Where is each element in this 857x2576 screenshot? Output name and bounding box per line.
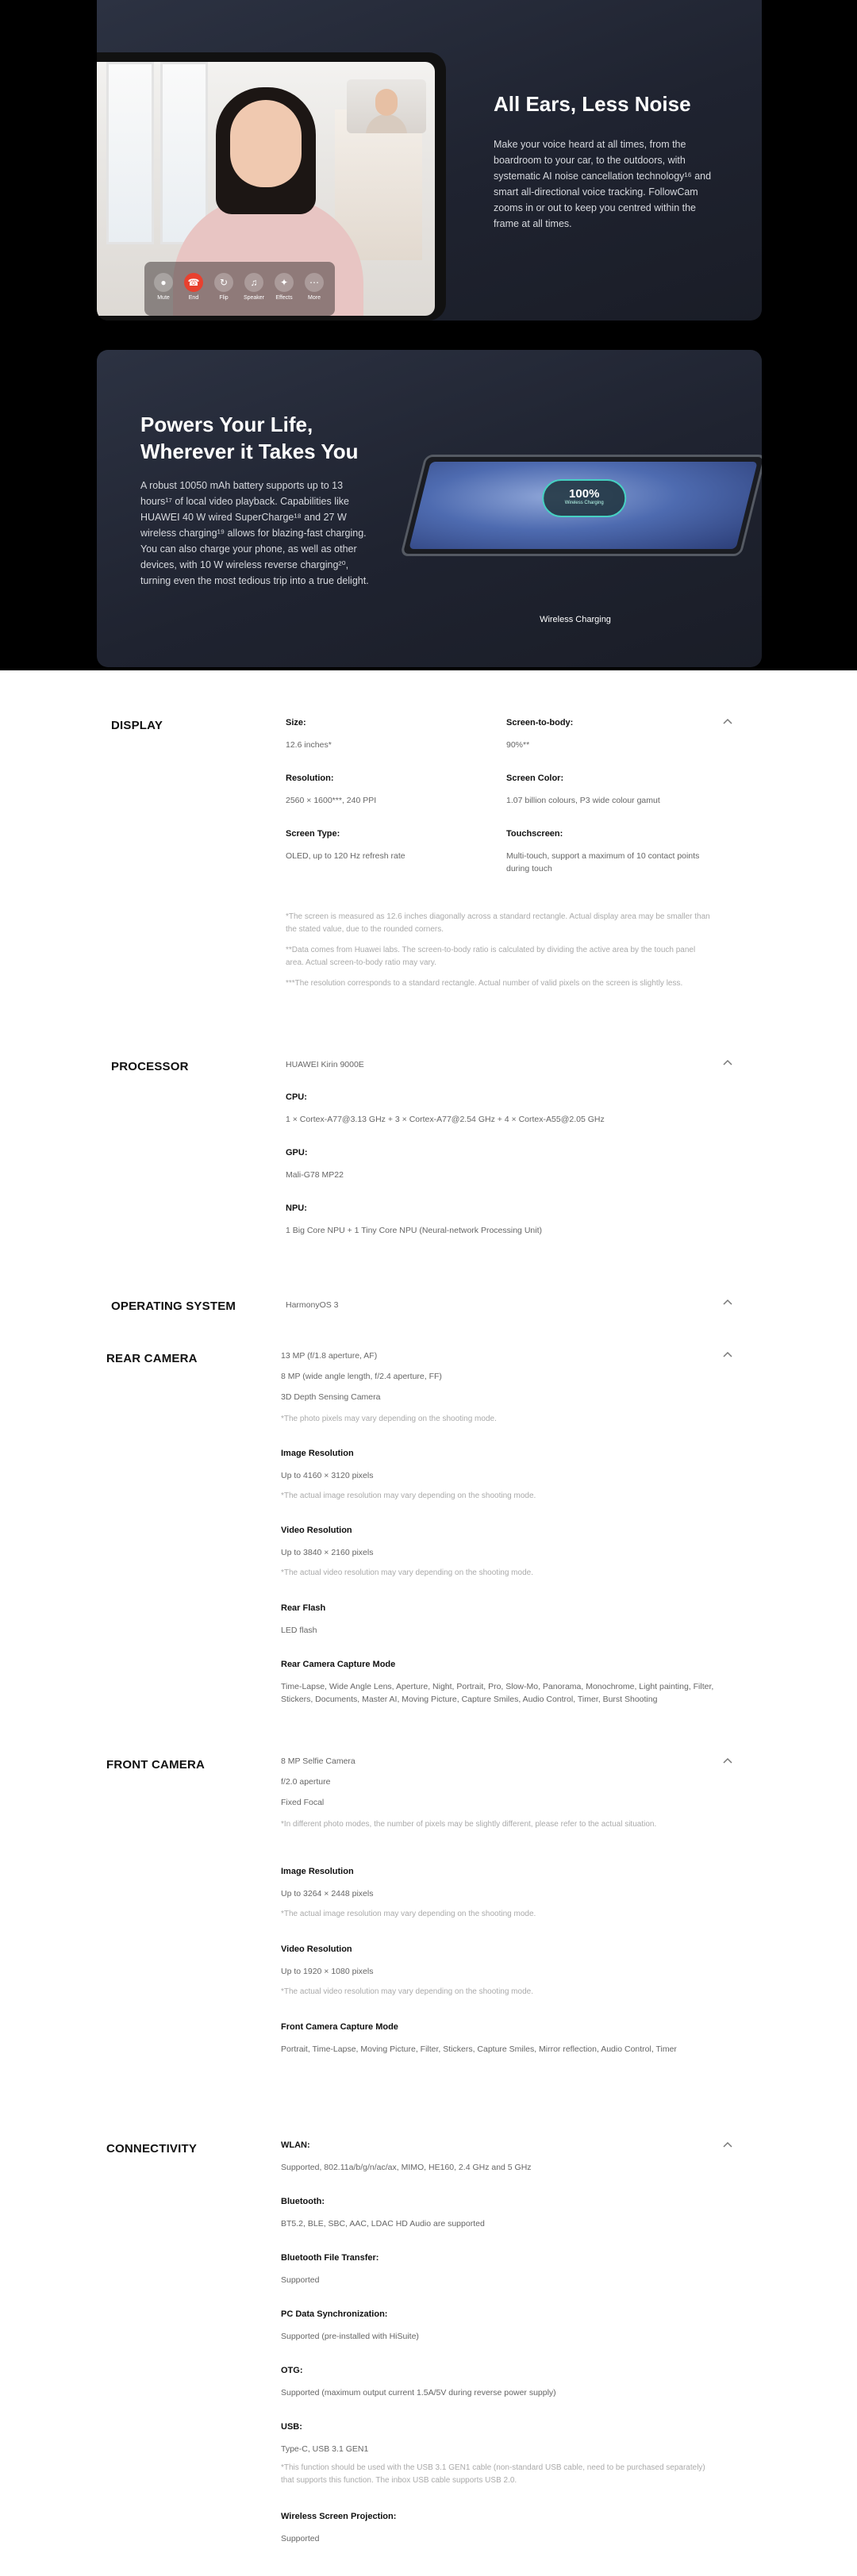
speaker-icon: ♫ — [244, 273, 263, 292]
footnote: *In different photo modes, the number of pixels may be slightly different, please refer to the actual situation. — [281, 1820, 657, 1829]
spec-value: LED flash — [281, 1626, 317, 1635]
chevron-up-icon[interactable] — [722, 1058, 733, 1066]
spec-value: f/2.0 aperture — [281, 1777, 331, 1787]
flip-label: Flip — [219, 295, 229, 301]
spec-head: PC Data Synchronization: — [281, 2309, 388, 2319]
tablet-charging-image — [400, 455, 762, 556]
spec-head: Bluetooth File Transfer: — [281, 2253, 379, 2263]
card-description: A robust 10050 mAh battery supports up to 13 hours¹⁷ of local video playback. Capabilities like HUAWEI 40 W wired SuperCharge¹⁸ and 27 W wireless charging¹⁹ allows for blazing-fast charging. You can also charge your phone, as well as other devices, with 10 W wireless reverse charging²⁰, turning even the most tedious trip into a true delight. — [140, 480, 369, 586]
window-decor — [106, 62, 154, 244]
footnote: *This function should be used with the USB 3.1 GEN1 cable (non-standard USB cable, need to be purchased separately) that supports this function. The inbox USB cable supports USB 2.0. — [281, 2463, 705, 2485]
spec-value: 1 Big Core NPU + 1 Tiny Core NPU (Neural-network Processing Unit) — [286, 1226, 542, 1235]
footnote: *The actual image resolution may vary depending on the shooting mode. — [281, 1910, 536, 1918]
footnote: *The screen is measured as 12.6 inches diagonally across a standard rectangle. Actual display area may be smaller than the stated value, due to the rounded corners. — [286, 912, 710, 934]
spec-value: Multi-touch, support a maximum of 10 contact points during touch — [506, 851, 700, 873]
spec-value: Time-Lapse, Wide Angle Lens, Aperture, Night, Portrait, Pro, Slow-Mo, Panorama, Monochrome, Light painting, Filter, Stickers, Documents, Master AI, Moving Picture, Capture Smiles, Audio Control, Timer, Burst Shooting — [281, 1682, 714, 1704]
spec-head: Wireless Screen Projection: — [281, 2512, 397, 2521]
mute-button[interactable] — [148, 273, 179, 301]
spec-value: Supported, 802.11a/b/g/n/ac/ax, MIMO, HE160, 2.4 GHz and 5 GHz — [281, 2163, 532, 2172]
spec-value: Up to 3840 × 2160 pixels — [281, 1548, 374, 1557]
spec-value: 12.6 inches* — [286, 740, 332, 750]
noise-cancel-card — [97, 0, 762, 321]
processor-title: PROCESSOR — [111, 1060, 189, 1073]
more-label: More — [308, 295, 321, 301]
card-description: Make your voice heard at all times, from the boardroom to your car, to the outdoors, with systematic AI noise cancellation technology¹⁶ and smart all-directional voice tracking. FollowCam zooms in or out to keep you centred within the frame at all times. — [494, 139, 712, 229]
footnote: *The actual video resolution may vary depending on the shooting mode. — [281, 1568, 533, 1577]
spec-value: Fixed Focal — [281, 1798, 325, 1807]
spec-value: 1 × Cortex-A77@3.13 GHz + 3 × Cortex-A77@2.54 GHz + 4 × Cortex-A55@2.05 GHz — [286, 1115, 605, 1124]
spec-head: Video Resolution — [281, 1944, 352, 1954]
spec-head: CPU: — [286, 1092, 307, 1102]
spec-head: Rear Camera Capture Mode — [281, 1660, 396, 1669]
pip-body — [366, 114, 407, 133]
spec-value: Supported — [281, 2275, 320, 2285]
spec-head: Video Resolution — [281, 1526, 352, 1535]
tablet-video-call-image — [97, 52, 446, 321]
spec-value: 2560 × 1600***, 240 PPI — [286, 796, 377, 805]
effects-button[interactable] — [268, 273, 300, 301]
flip-camera-icon: ↻ — [214, 273, 233, 292]
spec-value: Portrait, Time-Lapse, Moving Picture, Filter, Stickers, Capture Smiles, Mirror reflection, Audio Control, Timer — [281, 2044, 677, 2054]
processor-model: HUAWEI Kirin 9000E — [286, 1060, 364, 1069]
spec-value: 8 MP Selfie Camera — [281, 1756, 355, 1766]
spec-value: Supported (pre-installed with HiSuite) — [281, 2332, 419, 2341]
spec-value: Up to 1920 × 1080 pixels — [281, 1967, 374, 1976]
footnote: *The actual video resolution may vary depending on the shooting mode. — [281, 1987, 533, 1996]
spec-value: 90%** — [506, 740, 530, 750]
effects-icon: ✦ — [275, 273, 294, 292]
front-camera-title: FRONT CAMERA — [106, 1758, 206, 1772]
spec-head: Rear Flash — [281, 1603, 326, 1613]
more-icon: ⋯ — [305, 273, 324, 292]
spec-head: Resolution: — [286, 774, 334, 783]
battery-card — [97, 350, 762, 667]
spec-head: Image Resolution — [281, 1867, 354, 1876]
wireless-charging-caption: Wireless Charging — [540, 615, 611, 624]
charge-badge — [542, 479, 626, 517]
spec-head: NPU: — [286, 1204, 307, 1213]
chevron-up-icon[interactable] — [722, 1298, 733, 1306]
card-title: All Ears, Less Noise — [494, 92, 691, 116]
caller-face — [230, 100, 302, 187]
speaker-label: Speaker — [243, 295, 265, 301]
spec-head: Size: — [286, 718, 306, 727]
chevron-up-icon[interactable] — [722, 717, 733, 725]
window-decor — [160, 62, 208, 244]
spec-head: WLAN: — [281, 2140, 310, 2150]
spec-value: Mali-G78 MP22 — [286, 1170, 344, 1180]
display-title: DISPLAY — [111, 719, 163, 732]
footnote: *The actual image resolution may vary depending on the shooting mode. — [281, 1491, 536, 1500]
connectivity-title: CONNECTIVITY — [106, 2142, 198, 2156]
spec-head: GPU: — [286, 1148, 308, 1157]
charge-badge-sub: Wireless Charging — [564, 501, 604, 505]
chevron-up-icon[interactable] — [722, 1756, 733, 1764]
pip-face — [375, 89, 398, 116]
speaker-button[interactable] — [238, 273, 270, 301]
mic-icon: ● — [154, 273, 173, 292]
card-title: Powers Your Life, Wherever it Takes You — [140, 413, 359, 463]
spec-value: Supported (maximum output current 1.5A/5V during reverse power supply) — [281, 2388, 556, 2397]
spec-head: Touchscreen: — [506, 829, 563, 839]
spec-head: Front Camera Capture Mode — [281, 2022, 398, 2032]
end-call-button[interactable] — [178, 273, 209, 301]
spec-head: Screen-to-body: — [506, 718, 574, 727]
footnote: *The photo pixels may vary depending on the shooting mode. — [281, 1415, 497, 1423]
footnote: ***The resolution corresponds to a standard rectangle. Actual number of valid pixels on the screen is slightly less. — [286, 979, 683, 988]
end-label: End — [188, 295, 199, 301]
mute-label: Mute — [157, 295, 170, 301]
pip-video — [347, 79, 426, 133]
spec-head: Bluetooth: — [281, 2197, 325, 2206]
tablet-wallpaper — [409, 462, 757, 549]
chevron-up-icon[interactable] — [722, 1350, 733, 1358]
spec-value: OLED, up to 120 Hz refresh rate — [286, 851, 405, 861]
spec-head: USB: — [281, 2422, 302, 2432]
spec-value: BT5.2, BLE, SBC, AAC, LDAC HD Audio are supported — [281, 2219, 485, 2229]
video-call-screen — [97, 62, 435, 316]
spec-head: Screen Type: — [286, 829, 340, 839]
spec-value: Type-C, USB 3.1 GEN1 — [281, 2444, 369, 2454]
os-value: HarmonyOS 3 — [286, 1300, 339, 1310]
footnote: **Data comes from Huawei labs. The screen-to-body ratio is calculated by dividing the active area by the touch panel area. Actual screen-to-body ratio may vary. — [286, 946, 696, 967]
spec-value: 13 MP (f/1.8 aperture, AF) — [281, 1351, 378, 1361]
spec-value: Up to 3264 × 2448 pixels — [281, 1889, 374, 1898]
phone-end-icon: ☎ — [184, 273, 203, 292]
effects-label: Effects — [275, 295, 293, 301]
rear-camera-title: REAR CAMERA — [106, 1352, 198, 1365]
spec-value: Supported — [281, 2534, 320, 2543]
os-title: OPERATING SYSTEM — [111, 1300, 236, 1313]
spec-head: OTG: — [281, 2366, 303, 2375]
call-controls — [144, 262, 335, 316]
spec-value: 1.07 billion colours, P3 wide colour gamut — [506, 796, 660, 805]
spec-value: 8 MP (wide angle length, f/2.4 aperture, FF) — [281, 1372, 442, 1381]
charge-percent: 100% — [569, 487, 600, 501]
chevron-up-icon[interactable] — [722, 2140, 733, 2148]
spec-head: Screen Color: — [506, 774, 564, 783]
spec-value: Up to 4160 × 3120 pixels — [281, 1471, 374, 1480]
spec-head: Image Resolution — [281, 1449, 354, 1458]
spec-value: 3D Depth Sensing Camera — [281, 1392, 381, 1402]
hero-section — [0, 0, 857, 670]
flip-button[interactable] — [208, 273, 240, 301]
more-button[interactable] — [298, 273, 330, 301]
